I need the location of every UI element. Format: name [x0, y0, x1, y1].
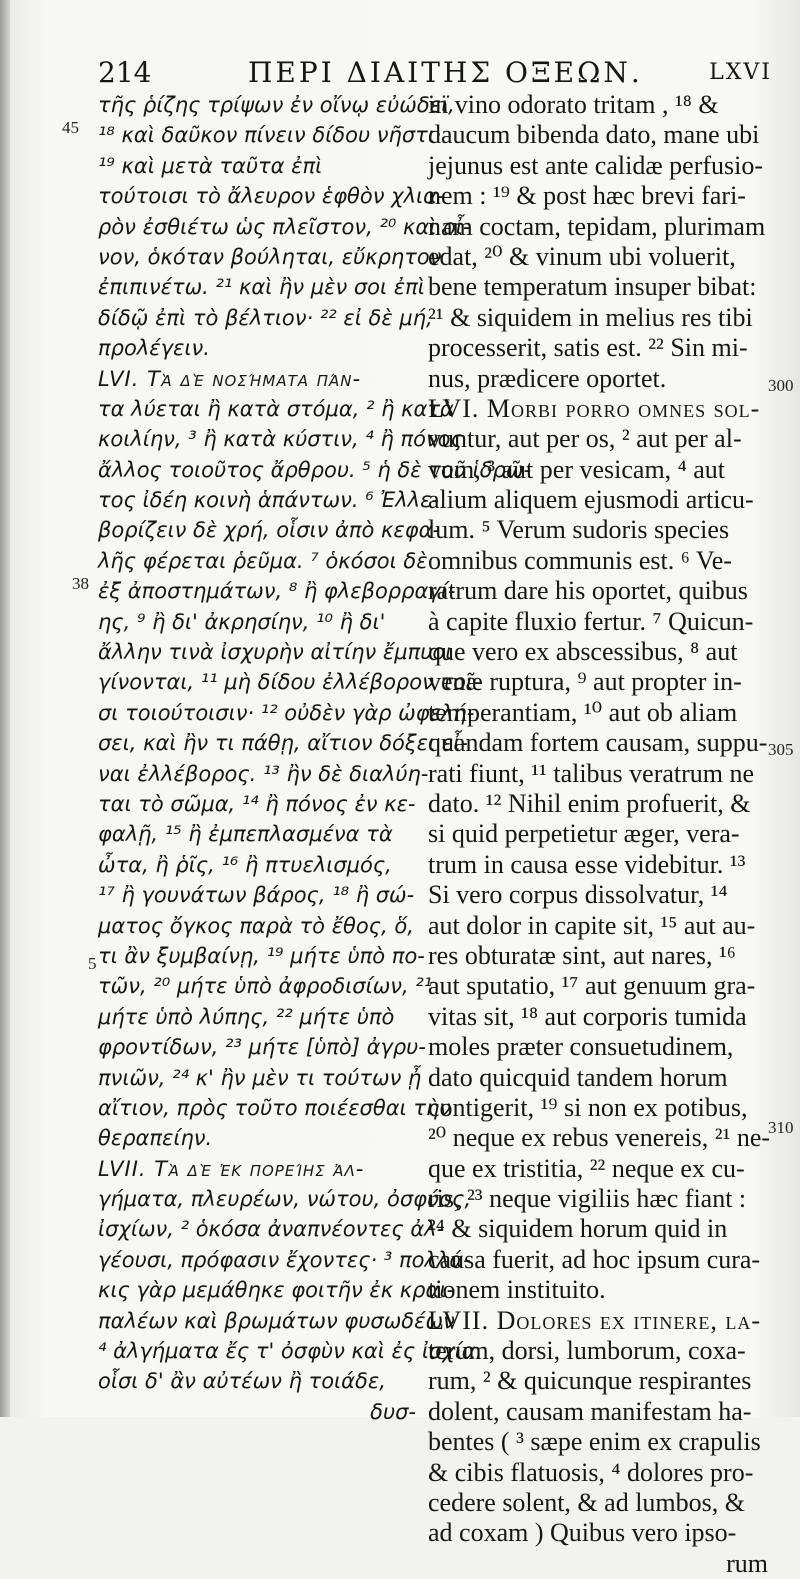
margin-line-number: 305 [768, 740, 794, 759]
greek-text-line: ⁴ ἀλγήματα ἔς τ' ὀσφὺν καὶ ἐς ἰσχία. [98, 1339, 483, 1364]
page-number: 214 [98, 56, 152, 89]
latin-text-line: edat, ²⁰ & vinum ubi voluerit, [428, 241, 736, 271]
section-mark: LXVI [709, 60, 772, 85]
page-header [98, 56, 780, 92]
greek-text-line: τι ἂν ξυμβαίνῃ, ¹⁹ μήτε ὑπὸ πο- [98, 943, 425, 968]
greek-text-line: ης, ⁹ ἢ δι' ἀκρησίην, ¹⁰ ἢ δι' [98, 609, 386, 634]
margin-line-number: 38 [72, 574, 89, 593]
latin-text-line: à capite fluxio fertur. ⁷ Quicun- [428, 606, 754, 636]
latin-text-line: ris, ²³ neque vigiliis hæc fiant : [428, 1184, 747, 1214]
greek-text-line: σι τοιούτοισιν· ¹² οὐδὲν γὰρ ὠφελή- [98, 700, 475, 725]
margin-line-number: 300 [768, 376, 794, 395]
greek-text-line: ¹⁸ καὶ δαῦκον πίνειν δίδου νῆστι· [98, 123, 442, 148]
latin-text-line: rum, ² & quicunque respirantes [428, 1366, 752, 1396]
latin-text-line: nus, prædicere oportet. [428, 363, 667, 393]
greek-text-line: τος ἰδέη κοινὴ ἁπάντων. ⁶ Ἐλλε- [98, 488, 440, 513]
latin-text-line: aut sputatio, ¹⁷ aut genuum gra- [428, 971, 756, 1001]
greek-text-line: οἷσι δ' ἂν αὐτέων ἢ τοιάδε, [98, 1369, 386, 1394]
greek-text-line: κοιλίην, ³ ἢ κατὰ κύστιν, ⁴ ἢ πόνος [98, 427, 463, 452]
latin-text-line: rati fiunt, ¹¹ talibus veratrum ne [428, 758, 755, 788]
latin-text-line: jejunus est ante calidæ perfusio- [428, 150, 764, 180]
latin-text-line: ²¹ & siquidem in melius res tibi [428, 302, 753, 332]
running-title: ΠΕΡΙ ΔΙΑΙΤΗΣ ΟΞΕΩΝ. [248, 56, 643, 89]
greek-text-line: γήματα, πλευρέων, νώτου, ὀσφύος, [98, 1187, 472, 1212]
greek-text-line: ἄλλος τοιοῦτος ἄρθρου. ⁵ ἡ δὲ τοῦ ἱδρῶ- [98, 457, 532, 482]
greek-text-line: ματος ὄγκος παρὰ τὸ ἔθος, ὅ, [98, 913, 414, 938]
latin-text-line: processerit, satis est. ²² Sin mi- [428, 333, 748, 363]
latin-text-line: vuntur, aut per os, ² aut per al- [428, 424, 742, 454]
margin-line-number: 5 [88, 954, 97, 973]
greek-text-line: δίδῷ ἐπὶ τὸ βέλτιον· ²² εἰ δὲ μή, [98, 305, 433, 330]
latin-text-line: trum in causa esse videbitur. ¹³ [428, 849, 746, 879]
latin-text-line: terum, dorsi, lumborum, coxa- [428, 1336, 746, 1366]
greek-text-line: ¹⁷ ἢ γουνάτων βάρος, ¹⁸ ἢ σώ- [98, 883, 415, 908]
latin-text-line: in vino odorato tritam , ¹⁸ & [428, 90, 719, 119]
latin-text-line: causa fuerit, ad hoc ipsum cura- [428, 1244, 761, 1274]
greek-text-line: γίνονται, ¹¹ μὴ δίδου ἐλλέβορον τοῖ- [98, 670, 481, 695]
margin-line-number: 45 [62, 118, 79, 137]
latin-text-line: omnibus communis est. ⁶ Ve- [428, 545, 732, 575]
latin-text-line: ad coxam ) Quibus vero ipso- [428, 1518, 737, 1548]
greek-text-line: τα λύεται ἢ κατὰ στόμα, ² ἢ κατὰ [98, 396, 454, 421]
greek-text-line: ἰσχίων, ² ὁκόσα ἀναπνέοντες ἀλ- [98, 1217, 445, 1242]
greek-text-line: παλέων καὶ βρωμάτων φυσωδέων [98, 1308, 455, 1333]
latin-text-line: cedere solent, & ad lumbos, & [428, 1487, 745, 1517]
greek-text-line: φροντίδων, ²³ μήτε [ὑπὸ] ἀγρυ- [98, 1035, 426, 1060]
latin-text-line: si quid perpetietur æger, vera- [428, 819, 740, 849]
greek-text-line: LVI. Τὰ δὲ νοσήματα πάν- [98, 366, 362, 391]
page-spine-shadow [0, 0, 10, 1417]
latin-text-column [428, 90, 771, 1579]
greek-text-line: ὦτα, ἢ ῥῖς, ¹⁶ ἢ πτυελισμός, [98, 852, 392, 877]
latin-text-line: ²⁴ & siquidem horum quid in [428, 1214, 728, 1244]
greek-text-line: LVII. Τὰ δὲ ἐκ πορείης ἀλ- [98, 1156, 365, 1181]
latin-text-line: bentes ( ³ sæpe enim ex crapulis [428, 1427, 761, 1457]
greek-text-line: αἴτιον, πρὸς τοῦτο ποιέεσθαι τὴν [98, 1095, 452, 1120]
latin-text-line: lum. ⁵ Verum sudoris species [428, 515, 730, 545]
greek-text-line: λῆς φέρεται ῥεῦμα. ⁷ ὁκόσοι δὲ [98, 548, 428, 573]
greek-text-line: ¹⁹ καὶ μετὰ ταῦτα ἐπὶ [98, 153, 323, 178]
latin-text-line: vum, ³ aut per vesicam, ⁴ aut [428, 454, 725, 484]
greek-text-line: τῆς ῥίζης τρίψων ἐν οἴνῳ εὐώδεϊ, [98, 93, 455, 117]
latin-text-line: ²⁰ neque ex rebus venereis, ²¹ ne- [428, 1123, 771, 1153]
latin-text-line: alium aliquem ejusmodi articu- [428, 485, 754, 515]
greek-text-line: κις γὰρ μεμάθηκε φοιτῆν ἐκ κραι- [98, 1278, 455, 1303]
latin-text-line: nam coctam, tepidam, plurimam [428, 211, 766, 241]
greek-text-line: τῶν, ²⁰ μήτε ὑπὸ ἀφροδισίων, ²¹ [98, 974, 433, 999]
greek-text-line: ἄλλην τινὰ ἰσχυρὴν αἰτίην ἔμπυοι [98, 640, 453, 665]
greek-text-line: ἐπιπινέτω. ²¹ καὶ ἢν μὲν σοι ἐπὶ [98, 275, 425, 300]
latin-text-line: tionem instituito. [428, 1275, 606, 1305]
greek-text-line: μήτε ὑπὸ λύπης, ²² μήτε ὑπὸ [98, 1004, 395, 1029]
greek-text-line: γέουσι, πρόφασιν ἔχοντες· ³ πολλά- [98, 1247, 471, 1272]
margin-line-number: 310 [768, 1118, 794, 1137]
latin-text-line: Si vero corpus dissolvatur, ¹⁴ [428, 880, 728, 910]
greek-text-line: προλέγειν. [98, 336, 210, 361]
greek-text-line: φαλῇ, ¹⁵ ἢ ἐμπεπλασμένα τὰ [98, 822, 393, 847]
latin-text-line: dato. ¹² Nihil enim profuerit, & [428, 788, 751, 818]
latin-text-line: dolent, causam manifestam ha- [428, 1396, 752, 1426]
latin-text-line: LVI. Morbi porro omnes sol- [428, 393, 761, 423]
greek-text-line: πνιῶν, ²⁴ κ' ἢν μὲν τι τούτων ᾖ [98, 1065, 422, 1090]
greek-text-line: τούτοισι τὸ ἄλευρον ἑφθὸν χλια- [98, 184, 445, 209]
greek-text-line: θεραπείην. [98, 1126, 213, 1151]
greek-text-line: νον, ὁκόταν βούληται, εὔκρητον [98, 244, 442, 269]
latin-text-line: aut dolor in capite sit, ¹⁵ aut au- [428, 910, 756, 940]
greek-text-line: ἐξ ἀποστημάτων, ⁸ ἢ φλεβορραγί- [98, 579, 456, 604]
latin-text-line: contigerit, ¹⁹ si non ex potibus, [428, 1092, 748, 1122]
latin-text-line: bene temperatum insuper bibat: [428, 272, 757, 302]
latin-text-line: vitas sit, ¹⁸ aut corporis tumida [428, 1001, 747, 1031]
latin-text-line: moles præter consuetudinem, [428, 1032, 734, 1062]
latin-text-line: temperantiam, ¹⁰ aut ob aliam [428, 697, 738, 727]
latin-text-line: LVII. Dolores ex itinere, la- [428, 1305, 761, 1335]
latin-text-line: quandam fortem causam, suppu- [428, 728, 768, 758]
latin-text-line: & cibis flatuosis, ⁴ dolores pro- [428, 1457, 754, 1487]
latin-text-line: que ex tristitia, ²² neque ex cu- [428, 1153, 745, 1183]
greek-text-line: ρὸν ἐσθιέτω ὡς πλεῖστον, ²⁰ καὶ οἶ- [98, 214, 471, 239]
latin-text-line: rum [726, 1548, 768, 1578]
latin-text-line: ratrum dare his oportet, quibus [428, 576, 748, 606]
latin-text-line: nem : ¹⁹ & post hæc brevi fari- [428, 181, 746, 211]
latin-text-line: que vero ex abscessibus, ⁸ aut [428, 637, 738, 667]
latin-text-line: venæ ruptura, ⁹ aut propter in- [428, 667, 742, 697]
greek-text-line: βορίζειν δὲ χρή, οἷσιν ἀπὸ κεφα- [98, 518, 441, 543]
latin-text-line: dato quicquid tandem horum [428, 1062, 728, 1092]
greek-text-line: ναι ἐλλέβορος. ¹³ ἢν δὲ διαλύη- [98, 761, 429, 786]
greek-text-line: δυσ- [370, 1399, 416, 1424]
latin-text-line: daucum bibenda dato, mane ubi [428, 120, 760, 150]
latin-text-line: res obturatæ sint, aut nares, ¹⁶ [428, 940, 736, 970]
greek-text-line: ται τὸ σῶμα, ¹⁴ ἢ πόνος ἐν κε- [98, 791, 416, 816]
greek-text-line: σει, καὶ ἢν τι πάθῃ, αἴτιον δόξει εἶ- [98, 731, 468, 756]
